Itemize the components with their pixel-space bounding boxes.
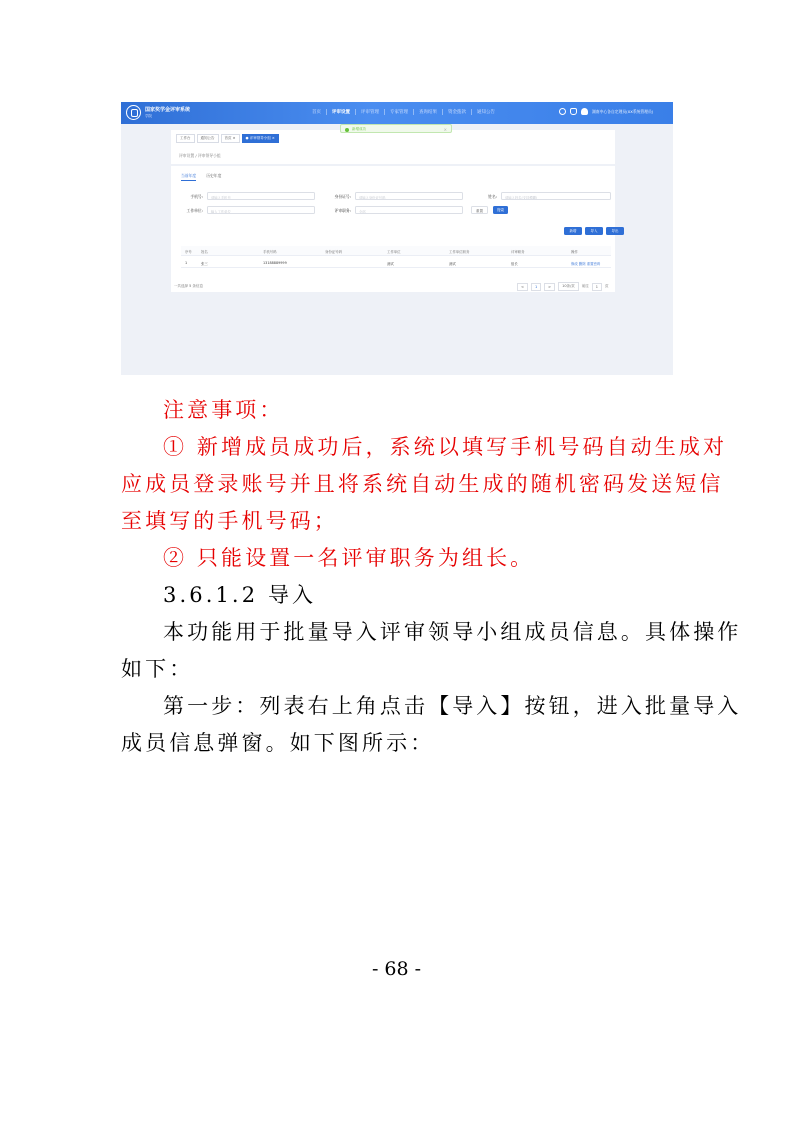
col-ops: 操作	[571, 250, 578, 254]
cell-unit-duty: 测试	[449, 262, 456, 266]
col-name: 姓名	[201, 250, 208, 254]
export-button[interactable]: 导出	[606, 227, 624, 235]
tab-notices[interactable]: 通知公告	[197, 134, 219, 143]
tab-current-year[interactable]: 当前年度	[181, 173, 196, 181]
current-page[interactable]: 1	[531, 283, 541, 291]
col-index: 序号	[185, 250, 192, 254]
system-subtitle: 学院	[145, 114, 152, 118]
user-org-label[interactable]: 湖南中心各自定理员(XX系统管理员)	[592, 109, 654, 114]
step1-line-1: 第一步：列表右上角点击【导入】按钮，进入批量导入	[163, 694, 742, 718]
notice-title: 注意事项：	[163, 398, 284, 422]
tab-review-group[interactable]: ● 评审领导小组 ×	[242, 134, 279, 143]
notice-1-line-2: 应成员登录账号并且将系统自动生成的随机密码发送短信	[121, 472, 724, 496]
top-icons	[559, 108, 588, 115]
id-label: 身份证号:	[334, 194, 351, 199]
duty-label: 评审职务:	[334, 208, 351, 213]
nav-item-review-settings[interactable]: 评审设置	[327, 109, 356, 115]
system-logo-icon	[126, 105, 141, 120]
col-duty: 评审职务	[511, 250, 525, 254]
import-button[interactable]: 导入	[585, 227, 603, 235]
intro-line-2: 如下：	[121, 657, 194, 681]
selection-count: 一共选择 5 条信息	[174, 284, 203, 288]
main-nav	[307, 109, 500, 115]
top-navigation-bar	[121, 102, 673, 124]
intro-line-1: 本功能用于批量导入评审领导小组成员信息。具体操作	[163, 620, 742, 644]
pagination	[517, 282, 608, 291]
col-id: 身份证号码	[325, 250, 342, 254]
tab-home[interactable]: 首页 ×	[221, 134, 240, 143]
success-toast	[340, 124, 452, 133]
cell-duty: 组长	[511, 262, 518, 266]
notice-1-line-3: 至填写的手机号码；	[121, 509, 338, 533]
col-unit-duty: 工作单位职务	[449, 250, 470, 254]
bell-icon[interactable]	[570, 108, 577, 115]
table-header	[181, 246, 611, 256]
nav-item-review-management[interactable]: 评审管理	[356, 109, 385, 115]
search-button[interactable]: 搜索	[493, 206, 508, 214]
goto-label: 前往	[581, 284, 589, 288]
breadcrumb: 评审设置 / 评审领导小组	[179, 153, 221, 158]
help-icon[interactable]	[559, 108, 566, 115]
nav-item-query-results[interactable]: 查询结果	[414, 109, 443, 115]
notice-1-line-1: ① 新增成员成功后，系统以填写手机号码自动生成对	[163, 435, 728, 459]
notice-2: ② 只能设置一名评审职务为组长。	[163, 546, 535, 570]
add-button[interactable]: 新增	[564, 227, 582, 235]
prev-page-button[interactable]: <	[517, 283, 528, 291]
cell-name: 张三	[201, 262, 208, 266]
user-icon[interactable]	[581, 108, 588, 115]
unit-input[interactable]: 输入工作单位	[207, 206, 315, 214]
page-size-select[interactable]: 10条/页	[558, 282, 579, 291]
step1-line-2: 成员信息弹窗。如下图所示：	[121, 731, 435, 755]
duty-select[interactable]: 全部	[355, 206, 463, 214]
row-actions[interactable]: 修改 删除 重置密码	[571, 262, 601, 266]
page-number: - 68 -	[371, 958, 422, 980]
col-phone: 手机号码	[263, 250, 277, 254]
close-icon[interactable]: ×	[443, 126, 447, 132]
system-title: 国家奖学金评审系统	[145, 107, 191, 113]
table-row	[181, 258, 611, 268]
unit-label: 工作单位:	[186, 208, 203, 213]
embedded-screenshot	[121, 102, 673, 375]
next-page-button[interactable]: >	[544, 283, 555, 291]
open-tabs	[176, 134, 279, 143]
reset-button[interactable]: 重置	[471, 206, 488, 214]
tab-workbench[interactable]: 工作台	[176, 134, 195, 143]
id-input[interactable]: 请输入身份证号码	[355, 192, 463, 200]
nav-item-home[interactable]: 首页	[307, 109, 327, 115]
goto-page-input[interactable]: 1	[592, 283, 602, 291]
goto-suffix: 页	[604, 284, 609, 288]
phone-input[interactable]: 请输入手机号	[207, 192, 315, 200]
nav-item-expert-management[interactable]: 专家管理	[385, 109, 414, 115]
cell-unit: 测试	[387, 262, 394, 266]
success-icon	[345, 128, 349, 132]
year-tabs	[181, 173, 221, 181]
name-label: 姓名:	[488, 194, 497, 199]
nav-item-notices[interactable]: 通知公告	[477, 110, 495, 115]
cell-index: 1	[185, 261, 188, 265]
phone-label: 手机号:	[190, 194, 203, 199]
section-heading: 3.6.1.2 导入	[163, 583, 317, 607]
tabs-card	[171, 130, 615, 164]
col-unit: 工作单位	[387, 250, 401, 254]
list-card	[171, 166, 615, 292]
cell-phone: 13188889999	[263, 261, 287, 265]
nav-item-funding[interactable]: 资金拨款	[443, 109, 472, 115]
tab-history-year[interactable]: 历史年度	[206, 173, 222, 178]
toast-message: 新增成功	[352, 127, 366, 131]
name-input[interactable]: 请输入姓名(支持模糊)	[501, 192, 611, 200]
